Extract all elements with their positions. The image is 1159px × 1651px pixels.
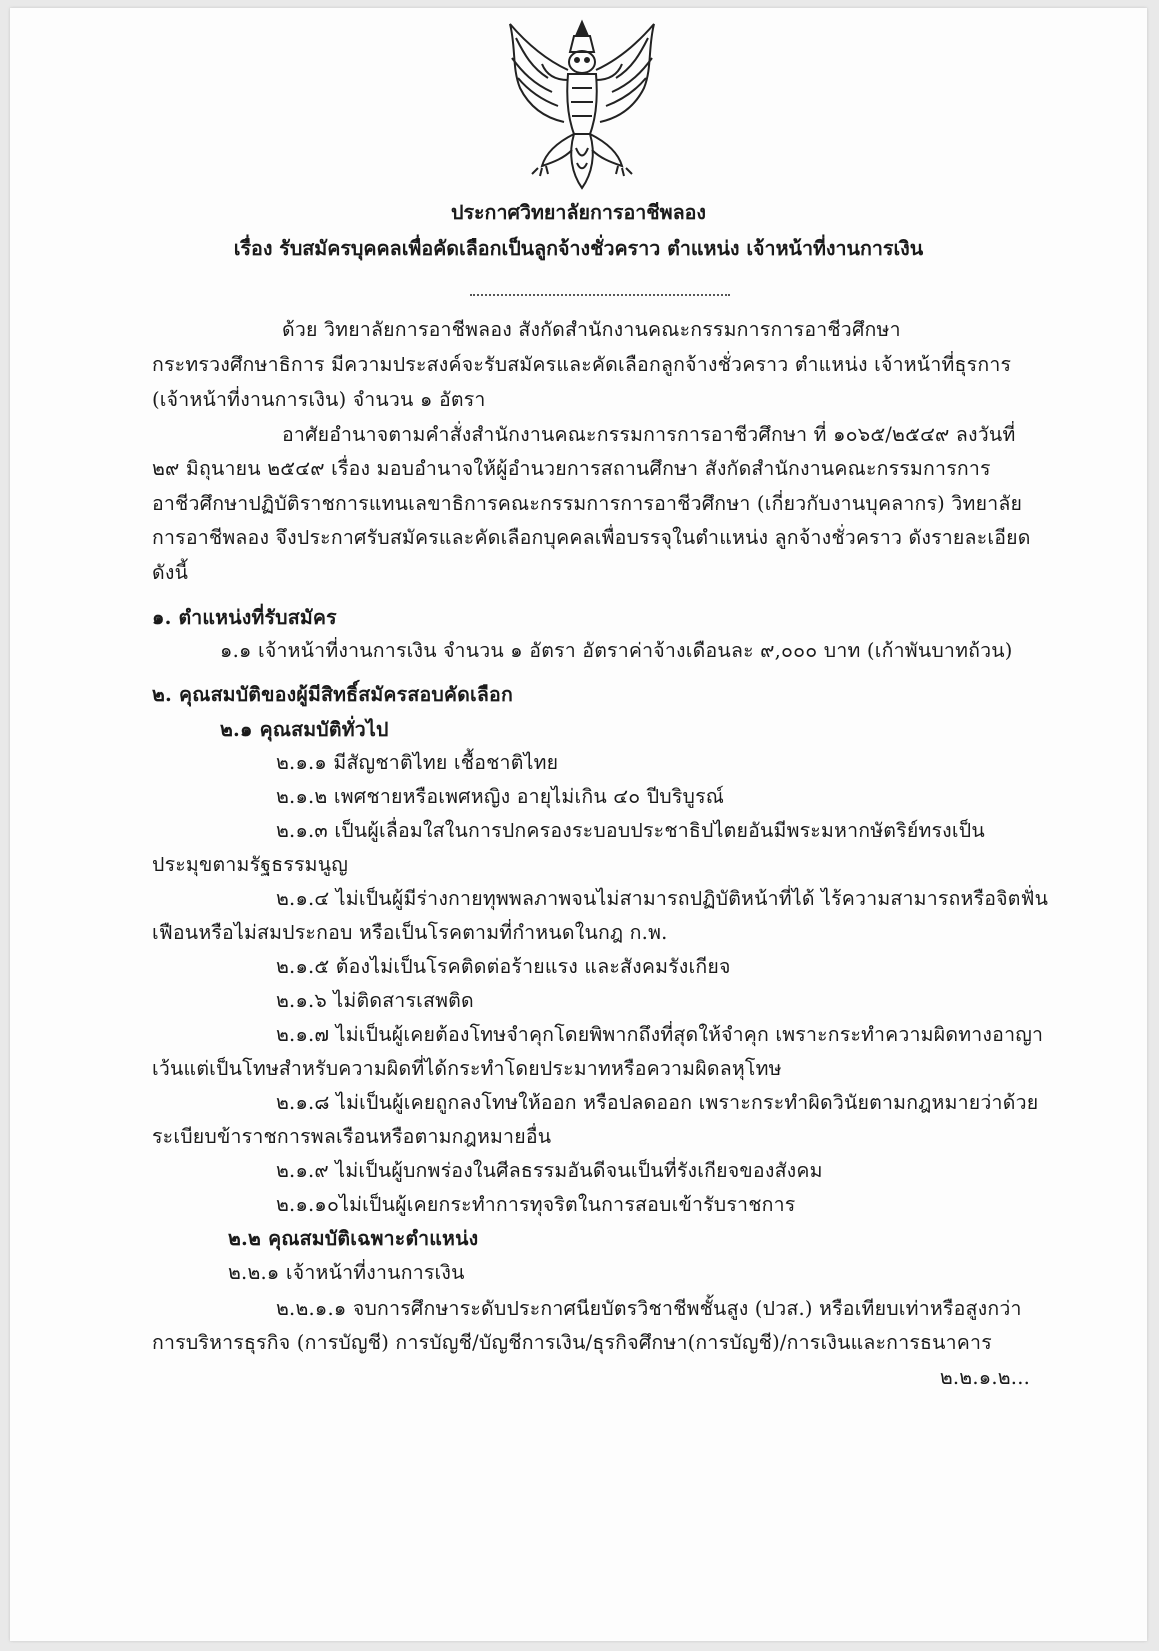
qualification-2-1-8-line-1: ๒.๑.๘ ไม่เป็นผู้เคยถูกลงโทษให้ออก หรือปลดออก เพราะกระทำผิดวินัยตามกฎหมายว่าด้วย xyxy=(276,1091,1039,1114)
section-1-item-1: ๑.๑ เจ้าหน้าที่งานการเงิน จำนวน ๑ อัตรา อัตราค่าจ้างเดือนละ ๙,๐๐๐ บาท (เก้าพันบาทถ้วน) xyxy=(220,639,1013,662)
qualification-2-1-2: ๒.๑.๒ เพศชายหรือเพศหญิง อายุไม่เกิน ๔๐ ปีบริบูรณ์ xyxy=(276,785,725,808)
document-page xyxy=(10,8,1147,1641)
position-2-2-1-1-line-2: การบริหารธุรกิจ (การบัญชี) การบัญชี/บัญชีการเงิน/ธุรกิจศึกษา(การบัญชี)/การเงินและการธนาคาร xyxy=(152,1331,992,1354)
position-2-2-1-1-line-1: ๒.๒.๑.๑ จบการศึกษาระดับประกาศนียบัตรวิชาชีพชั้นสูง (ปวส.) หรือเทียบเท่าหรือสูงกว่า xyxy=(276,1297,1022,1320)
qualification-2-1-7-line-2: เว้นแต่เป็นโทษสำหรับความผิดที่ได้กระทำโดยประมาทหรือความผิดลหุโทษ xyxy=(152,1057,782,1080)
section-2-heading: ๒. คุณสมบัติของผู้มีสิทธิ์สมัครสอบคัดเลือก xyxy=(152,683,513,706)
qualification-2-1-9: ๒.๑.๙ ไม่เป็นผู้บกพร่องในศีลธรรมอันดีจนเป็นที่รังเกียจของสังคม xyxy=(276,1159,823,1182)
announcement-title: ประกาศวิทยาลัยการอาชีพลอง xyxy=(450,201,706,224)
announcement-subject: เรื่อง รับสมัครบุคคลเพื่อคัดเลือกเป็นลูกจ้างชั่วคราว ตำแหน่ง เจ้าหน้าที่งานการเงิน xyxy=(233,237,924,260)
paragraph-2-line-3: อาชีวศึกษาปฏิบัติราชการแทนเลขาธิการคณะกรรมการการอาชีวศึกษา (เกี่ยวกับงานบุคลากร) วิทยาลัย xyxy=(152,492,1023,515)
paragraph-2-line-2: ๒๙ มิถุนายน ๒๕๔๙ เรื่อง มอบอำนาจให้ผู้อำนวยการสถานศึกษา สังกัดสำนักงานคณะกรรมการการ xyxy=(152,457,991,480)
qualification-2-1-5: ๒.๑.๕ ต้องไม่เป็นโรคติดต่อร้ายแรง และสังคมรังเกียจ xyxy=(276,955,731,978)
paragraph-2-line-4: การอาชีพลอง จึงประกาศรับสมัครและคัดเลือกบุคคลเพื่อบรรจุในตำแหน่ง ลูกจ้างชั่วคราว ดังรายละเอียด xyxy=(152,526,1031,549)
position-2-2-1: ๒.๒.๑ เจ้าหน้าที่งานการเงิน xyxy=(228,1261,465,1284)
qualification-2-1-1: ๒.๑.๑ มีสัญชาติไทย เชื้อชาติไทย xyxy=(276,751,559,774)
paragraph-1-line-3: (เจ้าหน้าที่งานการเงิน) จำนวน ๑ อัตรา xyxy=(152,388,486,411)
qualification-2-1-4-line-1: ๒.๑.๔ ไม่เป็นผู้มีร่างกายทุพพลภาพจนไม่สามารถปฏิบัติหน้าที่ได้ ไร้ความสามารถหรือจิตฟั่น xyxy=(276,887,1049,910)
qualification-2-1-8-line-2: ระเบียบข้าราชการพลเรือนหรือตามกฎหมายอื่น xyxy=(152,1125,552,1148)
continuation-marker: ๒.๒.๑.๒... xyxy=(939,1366,1030,1389)
section-2-1-heading: ๒.๑ คุณสมบัติทั่วไป xyxy=(220,718,389,741)
title-separator xyxy=(470,294,730,296)
qualification-2-1-7-line-1: ๒.๑.๗ ไม่เป็นผู้เคยต้องโทษจำคุกโดยพิพากถึงที่สุดให้จำคุก เพราะกระทำความผิดทางอาญา xyxy=(276,1023,1044,1046)
paragraph-1-line-1: ด้วย วิทยาลัยการอาชีพลอง สังกัดสำนักงานคณะกรรมการการอาชีวศึกษา xyxy=(282,318,901,341)
paragraph-2-line-1: อาศัยอำนาจตามคำสั่งสำนักงานคณะกรรมการการอาชีวศึกษา ที่ ๑๐๖๕/๒๕๔๙ ลงวันที่ xyxy=(282,423,1016,446)
qualification-2-1-10: ๒.๑.๑๐ไม่เป็นผู้เคยกระทำการทุจริตในการสอบเข้ารับราชการ xyxy=(276,1193,796,1216)
qualification-2-1-3-line-1: ๒.๑.๓ เป็นผู้เลื่อมใสในการปกครองระบอบประชาธิปไตยอันมีพระมหากษัตริย์ทรงเป็น xyxy=(276,819,985,842)
paragraph-1-line-2: กระทรวงศึกษาธิการ มีความประสงค์จะรับสมัครและคัดเลือกลูกจ้างชั่วคราว ตำแหน่ง เจ้าหน้าที่ธุรการ xyxy=(152,353,1012,376)
paragraph-2-line-5: ดังนี้ xyxy=(152,561,189,584)
section-2-2-heading: ๒.๒ คุณสมบัติเฉพาะตำแหน่ง xyxy=(228,1227,479,1250)
qualification-2-1-4-line-2: เฟือนหรือไม่สมประกอบ หรือเป็นโรคตามที่กำหนดในกฎ ก.พ. xyxy=(152,921,668,944)
qualification-2-1-3-line-2: ประมุขตามรัฐธรรมนูญ xyxy=(152,853,349,876)
qualification-2-1-6: ๒.๑.๖ ไม่ติดสารเสพติด xyxy=(276,989,474,1012)
garuda-emblem-icon xyxy=(502,18,662,193)
section-1-heading: ๑. ตำแหน่งที่รับสมัคร xyxy=(152,606,337,629)
